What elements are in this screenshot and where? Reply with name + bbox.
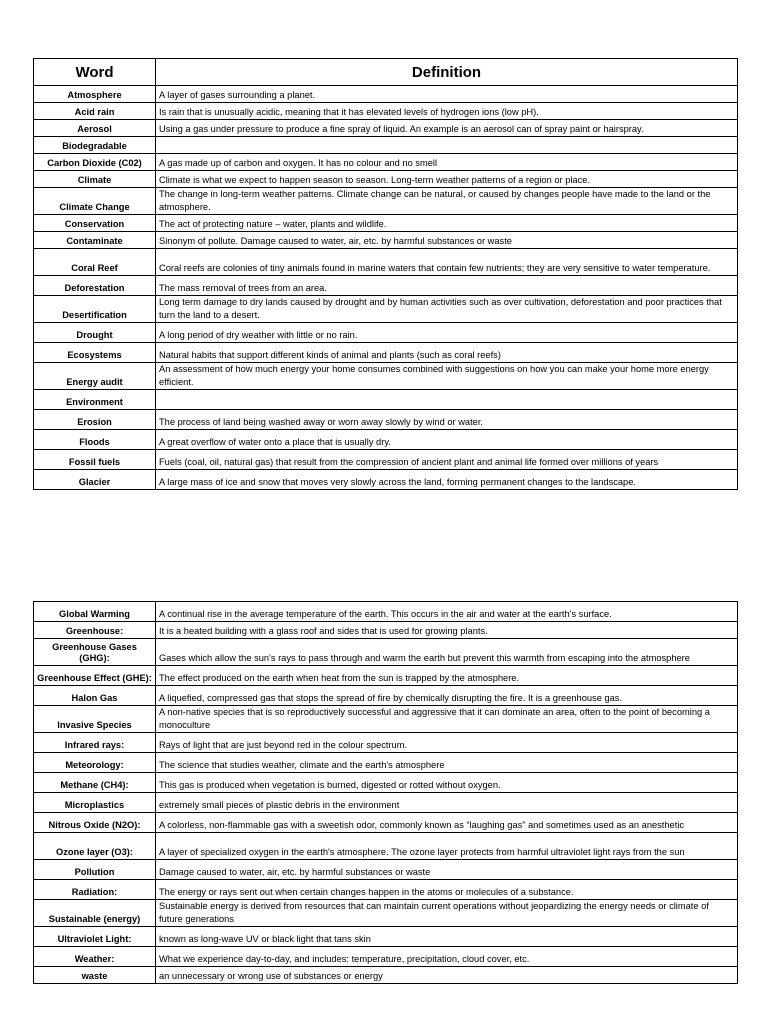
definition-cell: It is a heated building with a glass roof and sides that is used for growing plants. <box>156 622 738 639</box>
term-cell: Energy audit <box>34 363 156 390</box>
term-cell: Meteorology: <box>34 753 156 773</box>
definition-cell: A non-native species that is so reproductively successful and aggressive that it can dominate an area, often to the point of becoming a monoculture <box>156 706 738 733</box>
definition-cell: Sinonym of pollute. Damage caused to water, air, etc. by harmful substances or waste <box>156 232 738 249</box>
glossary-row <box>34 733 738 753</box>
glossary-row <box>34 171 738 188</box>
definition-cell <box>156 137 738 154</box>
definition-cell: A gas made up of carbon and oxygen. It has no colour and no smell <box>156 154 738 171</box>
glossary-row <box>34 967 738 984</box>
glossary-row <box>34 410 738 430</box>
glossary-row <box>34 947 738 967</box>
term-cell: Glacier <box>34 470 156 490</box>
term-cell: Climate <box>34 171 156 188</box>
definition-cell: Gases which allow the sun's rays to pass through and warm the earth but prevent this warmth from escaping into the atmosphere <box>156 639 738 666</box>
glossary-row <box>34 900 738 927</box>
glossary-row <box>34 753 738 773</box>
glossary-row <box>34 686 738 706</box>
term-cell: Erosion <box>34 410 156 430</box>
glossary-row <box>34 880 738 900</box>
definition-cell: An assessment of how much energy your home consumes combined with suggestions on how you can make your home more energy efficient. <box>156 363 738 390</box>
glossary-row <box>34 137 738 154</box>
definition-cell: A layer of gases surrounding a planet. <box>156 86 738 103</box>
definition-cell: Using a gas under pressure to produce a fine spray of liquid. An example is an aerosol can of spray paint or hairspray. <box>156 120 738 137</box>
glossary-row <box>34 602 738 622</box>
term-cell: Sustainable (energy) <box>34 900 156 927</box>
term-cell: Methane (CH4): <box>34 773 156 793</box>
glossary-row <box>34 154 738 171</box>
definition-cell: The act of protecting nature – water, plants and wildlife. <box>156 215 738 232</box>
glossary-row <box>34 363 738 390</box>
glossary-table-2 <box>33 601 738 984</box>
word-header: Word <box>34 59 156 86</box>
definition-cell: known as long-wave UV or black light that tans skin <box>156 927 738 947</box>
glossary-row <box>34 390 738 410</box>
definition-cell: Natural habits that support different kinds of animal and plants (such as coral reefs) <box>156 343 738 363</box>
term-cell: Nitrous Oxide (N2O): <box>34 813 156 833</box>
glossary-row <box>34 639 738 666</box>
glossary-row <box>34 323 738 343</box>
term-cell: Fossil fuels <box>34 450 156 470</box>
glossary-row <box>34 860 738 880</box>
definition-cell: The change in long-term weather patterns. Climate change can be natural, or caused by changes people have made to the land or the atmosphere. <box>156 188 738 215</box>
definition-cell: The process of land being washed away or worn away slowly by wind or water. <box>156 410 738 430</box>
glossary-row <box>34 215 738 232</box>
glossary-row <box>34 343 738 363</box>
term-cell: Acid rain <box>34 103 156 120</box>
definition-cell: What we experience day-to-day, and includes: temperature, precipitation, cloud cover, etc. <box>156 947 738 967</box>
glossary-row <box>34 666 738 686</box>
term-cell: Deforestation <box>34 276 156 296</box>
definition-cell: an unnecessary or wrong use of substances or energy <box>156 967 738 984</box>
definition-cell: Sustainable energy is derived from resources that can maintain current operations without jeopardizing the energy needs or climate of future generations <box>156 900 738 927</box>
header-row <box>34 59 738 86</box>
glossary-row <box>34 86 738 103</box>
glossary-row <box>34 833 738 860</box>
definition-cell <box>156 390 738 410</box>
term-cell: Ecosystems <box>34 343 156 363</box>
definition-cell: A continual rise in the average temperature of the earth. This occurs in the air and water at the earth's surface. <box>156 602 738 622</box>
term-cell: Carbon Dioxide (C02) <box>34 154 156 171</box>
term-cell: Contaminate <box>34 232 156 249</box>
glossary-row <box>34 773 738 793</box>
definition-cell: A long period of dry weather with little or no rain. <box>156 323 738 343</box>
glossary-table-1 <box>33 58 738 490</box>
glossary-row <box>34 232 738 249</box>
definition-cell: This gas is produced when vegetation is burned, digested or rotted without oxygen. <box>156 773 738 793</box>
term-cell: Atmosphere <box>34 86 156 103</box>
term-cell: Greenhouse: <box>34 622 156 639</box>
term-cell: Climate Change <box>34 188 156 215</box>
term-cell: Radiation: <box>34 880 156 900</box>
definition-cell: The mass removal of trees from an area. <box>156 276 738 296</box>
term-cell: Drought <box>34 323 156 343</box>
term-cell: Invasive Species <box>34 706 156 733</box>
term-cell: Microplastics <box>34 793 156 813</box>
term-cell: Environment <box>34 390 156 410</box>
term-cell: Floods <box>34 430 156 450</box>
glossary-row <box>34 927 738 947</box>
term-cell: Ultraviolet Light: <box>34 927 156 947</box>
definition-cell: A colorless, non-flammable gas with a sweetish odor, commonly known as “laughing gas” and sometimes used as an anesthetic <box>156 813 738 833</box>
term-cell: Conservation <box>34 215 156 232</box>
glossary-row <box>34 296 738 323</box>
definition-cell: Coral reefs are colonies of tiny animals found in marine waters that contain few nutrients; they are very sensitive to water temperature. <box>156 249 738 276</box>
definition-cell: The science that studies weather, climate and the earth's atmosphere <box>156 753 738 773</box>
term-cell: Global Warming <box>34 602 156 622</box>
glossary-row <box>34 813 738 833</box>
term-cell: Coral Reef <box>34 249 156 276</box>
definition-cell: Fuels (coal, oil, natural gas) that result from the compression of ancient plant and animal life formed over millions of years <box>156 450 738 470</box>
glossary-row <box>34 450 738 470</box>
definition-cell: A great overflow of water onto a place that is usually dry. <box>156 430 738 450</box>
term-cell: Aerosol <box>34 120 156 137</box>
glossary-row <box>34 249 738 276</box>
glossary-row <box>34 188 738 215</box>
definition-cell: Rays of light that are just beyond red in the colour spectrum. <box>156 733 738 753</box>
definition-cell: A layer of specialized oxygen in the earth's atmosphere. The ozone layer protects from harmful ultraviolet light rays from the sun <box>156 833 738 860</box>
glossary-row <box>34 430 738 450</box>
term-cell: Pollution <box>34 860 156 880</box>
definition-cell: Damage caused to water, air, etc. by harmful substances or waste <box>156 860 738 880</box>
definition-cell: Long term damage to dry lands caused by drought and by human activities such as over cultivation, deforestation and poor practices that turn the land to a desert. <box>156 296 738 323</box>
term-cell: Ozone layer (O3): <box>34 833 156 860</box>
definition-cell: A large mass of ice and snow that moves very slowly across the land, forming permanent changes to the landscape. <box>156 470 738 490</box>
term-cell: Desertification <box>34 296 156 323</box>
definition-cell: extremely small pieces of plastic debris in the environment <box>156 793 738 813</box>
term-cell: Greenhouse Effect (GHE): <box>34 666 156 686</box>
term-cell: Halon Gas <box>34 686 156 706</box>
definition-cell: Is rain that is unusually acidic, meaning that it has elevated levels of hydrogen ions (low pH). <box>156 103 738 120</box>
term-cell: waste <box>34 967 156 984</box>
term-cell: Weather: <box>34 947 156 967</box>
glossary-row <box>34 276 738 296</box>
glossary-row <box>34 103 738 120</box>
glossary-row <box>34 120 738 137</box>
definition-cell: The effect produced on the earth when heat from the sun is trapped by the atmosphere. <box>156 666 738 686</box>
glossary-row <box>34 706 738 733</box>
term-cell: Greenhouse Gases (GHG): <box>34 639 156 666</box>
definition-cell: Climate is what we expect to happen season to season. Long-term weather patterns of a region or place. <box>156 171 738 188</box>
glossary-row <box>34 470 738 490</box>
term-cell: Biodegradable <box>34 137 156 154</box>
definition-header: Definition <box>156 59 738 86</box>
term-cell: Infrared rays: <box>34 733 156 753</box>
definition-cell: A liquefied, compressed gas that stops the spread of fire by chemically disrupting the fire. It is a greenhouse gas. <box>156 686 738 706</box>
glossary-row <box>34 793 738 813</box>
glossary-row <box>34 622 738 639</box>
definition-cell: The energy or rays sent out when certain changes happen in the atoms or molecules of a substance. <box>156 880 738 900</box>
